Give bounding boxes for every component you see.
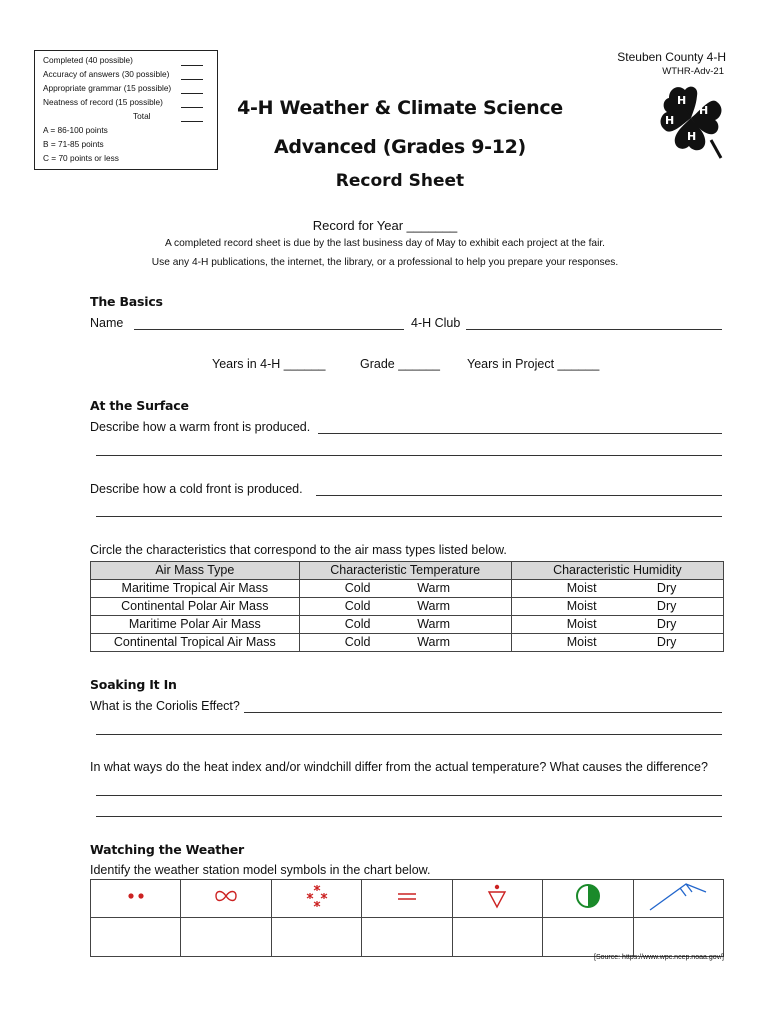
grade-c: C = 70 points or less xyxy=(43,153,119,163)
grade-a: A = 86-100 points xyxy=(43,125,108,135)
name-field[interactable] xyxy=(134,329,404,330)
wind-barb-symbol-icon xyxy=(646,880,710,912)
section-watching-heading: Watching the Weather xyxy=(90,842,245,857)
air-mass-type: Continental Tropical Air Mass xyxy=(91,634,300,652)
table-row xyxy=(91,598,724,616)
header-temperature: Characteristic Temperature xyxy=(299,562,511,580)
air-mass-header-row xyxy=(91,562,724,580)
option-dry[interactable]: Dry xyxy=(656,599,677,613)
station-symbols-table xyxy=(90,879,724,957)
score-total: Total xyxy=(133,111,151,121)
subtitle: Record Sheet xyxy=(335,171,465,191)
snow-symbol-icon xyxy=(302,883,332,909)
warm-front-answer-line-2[interactable] xyxy=(96,455,722,456)
header-humidity: Characteristic Humidity xyxy=(511,562,723,580)
title-line-1: 4-H Weather & Climate Science xyxy=(237,97,563,119)
option-warm[interactable]: Warm xyxy=(417,635,451,649)
sky-cover-symbol-icon xyxy=(574,882,602,910)
four-h-clover-logo xyxy=(655,80,727,160)
scoring-box xyxy=(34,50,218,170)
title-line-2: Advanced (Grades 9-12) xyxy=(274,136,526,158)
shower-symbol-icon xyxy=(485,883,509,909)
option-warm[interactable]: Warm xyxy=(417,599,451,613)
due-note: A completed record sheet is due by the last business day of May to exhibit each project at the fair. xyxy=(164,238,605,249)
option-warm[interactable]: Warm xyxy=(417,581,451,595)
svg-text:H: H xyxy=(665,114,675,127)
air-mass-type: Continental Polar Air Mass xyxy=(91,598,300,616)
air-mass-type: Maritime Polar Air Mass xyxy=(91,616,300,634)
grade-field[interactable]: Grade ______ xyxy=(360,357,440,371)
cold-front-answer-line-2[interactable] xyxy=(96,516,722,517)
heat-index-answer-line-2[interactable] xyxy=(96,816,722,817)
fog-symbol-icon xyxy=(392,889,422,903)
air-mass-table xyxy=(90,561,724,652)
cold-front-answer-line-1[interactable] xyxy=(316,495,722,496)
sky-cover-symbol-cell xyxy=(543,880,633,918)
score-grammar-blank[interactable] xyxy=(181,93,203,94)
answer-cell[interactable] xyxy=(91,918,181,957)
header-air-mass-type: Air Mass Type xyxy=(91,562,300,580)
option-warm[interactable]: Warm xyxy=(417,617,451,631)
wind-barb-symbol-cell xyxy=(633,880,723,918)
answer-cell[interactable] xyxy=(543,918,633,957)
source-citation: [Source: https://www.wpc.ncep.noaa.gov/] xyxy=(594,954,724,961)
warm-front-question: Describe how a warm front is produced. xyxy=(90,420,311,434)
grade-b: B = 71-85 points xyxy=(43,139,104,149)
shower-symbol-cell xyxy=(452,880,542,918)
score-completed: Completed (40 possible) xyxy=(43,55,133,65)
table-row xyxy=(91,580,724,598)
option-moist[interactable]: Moist xyxy=(566,581,597,595)
symbols-instruction: Identify the weather station model symbols in the chart below. xyxy=(90,863,431,877)
answer-row xyxy=(91,918,724,957)
years-in-project[interactable]: Years in Project ______ xyxy=(467,357,600,371)
option-cold[interactable]: Cold xyxy=(344,581,371,595)
svg-text:H: H xyxy=(687,130,697,143)
heat-index-question: In what ways do the heat index and/or windchill differ from the actual temperature? What causes the difference? xyxy=(90,760,708,774)
option-cold[interactable]: Cold xyxy=(344,617,371,631)
answer-cell[interactable] xyxy=(362,918,452,957)
svg-text:H: H xyxy=(677,94,687,107)
option-dry[interactable]: Dry xyxy=(656,635,677,649)
section-soaking-heading: Soaking It In xyxy=(90,677,177,692)
record-year[interactable]: Record for Year _______ xyxy=(312,218,458,233)
county-name: Steuben County 4-H xyxy=(617,50,726,64)
warm-front-answer-line-1[interactable] xyxy=(318,433,722,434)
table-row xyxy=(91,616,724,634)
score-grammar: Appropriate grammar (15 possible) xyxy=(43,83,172,93)
coriolis-answer-line-2[interactable] xyxy=(96,734,722,735)
answer-cell[interactable] xyxy=(271,918,361,957)
coriolis-question: What is the Coriolis Effect? xyxy=(90,699,240,713)
score-accuracy-blank[interactable] xyxy=(181,79,203,80)
rain-dots-symbol-icon xyxy=(121,889,151,903)
answer-cell[interactable] xyxy=(181,918,271,957)
score-neatness: Neatness of record (15 possible) xyxy=(43,97,163,107)
answer-cell[interactable] xyxy=(452,918,542,957)
section-surface-heading: At the Surface xyxy=(90,398,189,413)
snow-symbol-cell xyxy=(271,880,361,918)
air-mass-type: Maritime Tropical Air Mass xyxy=(91,580,300,598)
air-mass-instruction: Circle the characteristics that correspond to the air mass types listed below. xyxy=(90,543,507,557)
rain-dots-symbol-cell xyxy=(91,880,181,918)
symbol-row xyxy=(91,880,724,918)
heat-index-answer-line-1[interactable] xyxy=(96,795,722,796)
score-completed-blank[interactable] xyxy=(181,65,203,66)
answer-cell[interactable] xyxy=(633,918,723,957)
option-moist[interactable]: Moist xyxy=(566,635,597,649)
svg-text:H: H xyxy=(699,104,709,117)
table-row xyxy=(91,634,724,652)
section-basics-heading: The Basics xyxy=(90,294,163,309)
club-label: 4-H Club xyxy=(411,316,461,330)
haze-symbol-cell xyxy=(181,880,271,918)
score-accuracy: Accuracy of answers (30 possible) xyxy=(43,69,170,79)
option-cold[interactable]: Cold xyxy=(344,635,371,649)
name-label: Name xyxy=(90,316,124,330)
years-in-4h[interactable]: Years in 4-H ______ xyxy=(212,357,326,371)
option-moist[interactable]: Moist xyxy=(566,617,597,631)
option-cold[interactable]: Cold xyxy=(344,599,371,613)
haze-symbol-icon xyxy=(211,888,241,904)
coriolis-answer-line-1[interactable] xyxy=(244,712,722,713)
option-moist[interactable]: Moist xyxy=(566,599,597,613)
resources-note: Use any 4-H publications, the internet, the library, or a professional to help you prepare your responses. xyxy=(151,257,619,268)
fog-symbol-cell xyxy=(362,880,452,918)
cold-front-question: Describe how a cold front is produced. xyxy=(90,482,303,496)
document-code: WTHR-Adv-21 xyxy=(662,66,724,77)
club-field[interactable] xyxy=(466,329,722,330)
score-total-blank[interactable] xyxy=(181,121,203,122)
option-dry[interactable]: Dry xyxy=(656,617,677,631)
option-dry[interactable]: Dry xyxy=(656,581,677,595)
